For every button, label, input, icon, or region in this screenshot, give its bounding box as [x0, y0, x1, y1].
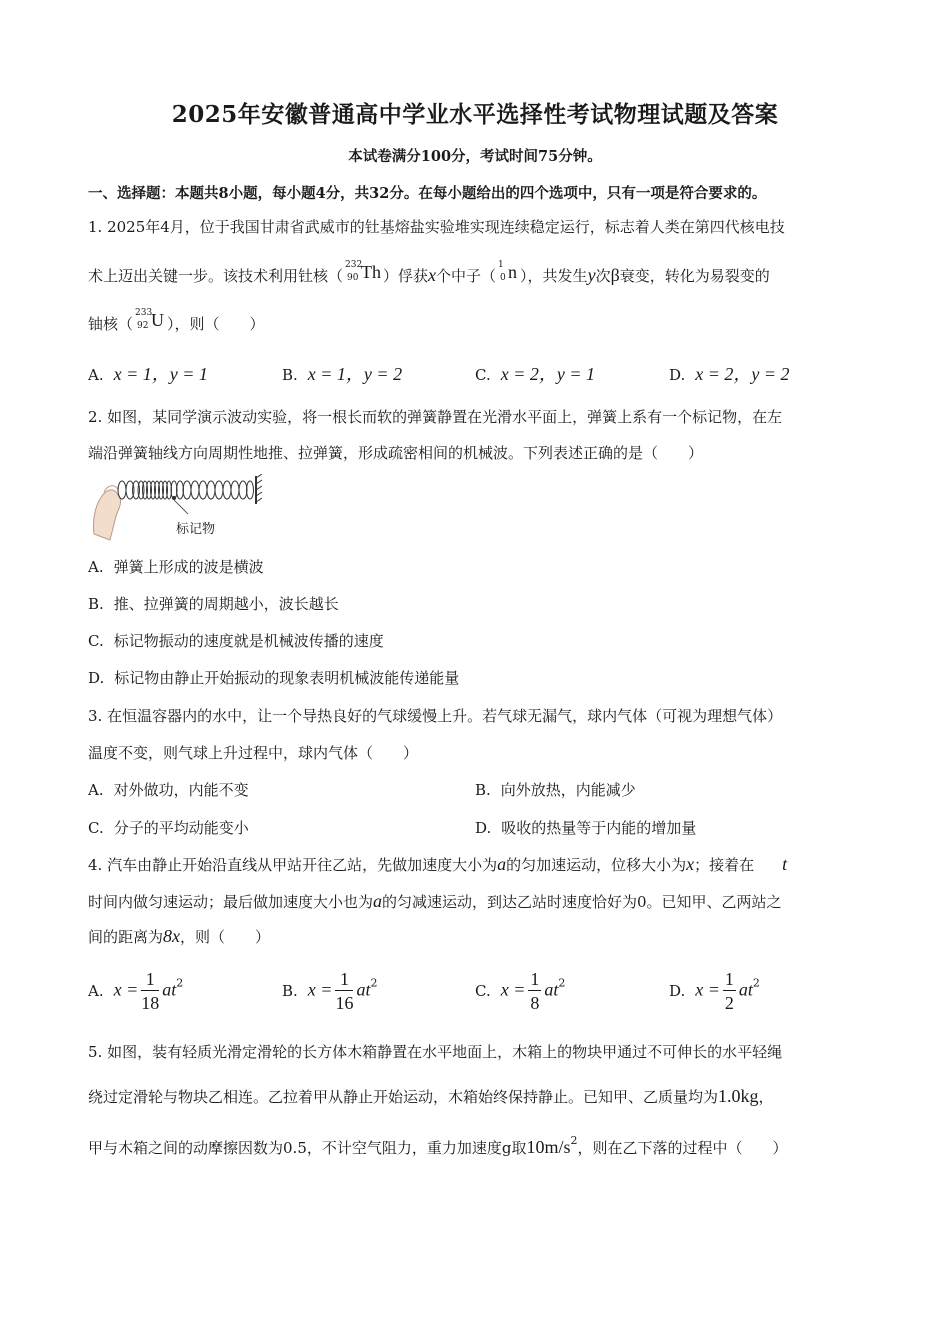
- q1-text: 铀核（: [88, 315, 134, 333]
- q4-line3: 间的距离为8x，则（ ）: [88, 926, 271, 946]
- q1-text: 衰变，转化为易裂变的: [619, 267, 770, 285]
- q3-line1: 3. 在恒温容器内的水中，让一个导热良好的气球缓慢上升。若气球无漏气，球内气体（可视为理想气体）: [88, 707, 783, 725]
- q1-text: 次: [595, 267, 611, 285]
- q2-line1: 2. 如图，某同学演示波动实验，将一根长而软的弹簧静置在光滑水平面上，弹簧上系有一个标记物，在左: [88, 408, 783, 426]
- spring-coils: [118, 481, 254, 499]
- q4-line1: 4. 汽车由静止开始沿直线从甲站开往乙站，先做加速度大小为a的匀加速运动，位移大小为x；接着在 t: [88, 854, 788, 874]
- q1-line2: [88, 262, 770, 292]
- uranium-nuclide: 233 92 U: [135, 308, 165, 331]
- var-y: y: [587, 265, 596, 285]
- q1-text: 术上迈出关键一步。该技术利用钍核（: [88, 267, 344, 285]
- q4-option-d[interactable]: D. x = $\frac{1}{2}$ $at^2$: [669, 969, 760, 1013]
- q4-line2: 时间内做匀速运动；最后做加速度大小也为a的匀减速运动，到达乙站时速度恰好为0。已知甲、乙两站之: [88, 891, 782, 911]
- beta-symbol: β: [610, 265, 620, 285]
- q2-line2: 端沿弹簧轴线方向周期性地推、拉弹簧，形成疏密相间的机械波。下列表述正确的是（ ）: [88, 444, 704, 462]
- q1-option-a[interactable]: A. x = 1，y = 1: [88, 364, 208, 384]
- q3-line2: 温度不变，则气球上升过程中，球内气体（ ）: [88, 744, 419, 762]
- q1-line1: 1. 2025年4月，位于我国甘肃省武威市的钍基熔盐实验堆实现连续稳定运行，标志着人类在第四代核电技: [88, 218, 785, 236]
- q5-line2: 绕过定滑轮与物块乙相连。乙拉着甲从静止开始运动，木箱始终保持静止。已知甲、乙质量均为1.0kg，: [88, 1086, 774, 1106]
- q4-option-b[interactable]: B. x = $\frac{1}{16}$ $at^2$: [282, 969, 378, 1013]
- q1-option-d[interactable]: D. x = 2，y = 2: [669, 364, 790, 384]
- q4-option-a[interactable]: A. x = $\frac{1}{18}$ $at^2$: [88, 969, 184, 1013]
- neutron-nuclide: 1 0 n: [498, 260, 518, 283]
- q5-line3: 甲与木箱之间的动摩擦因数为0.5，不计空气阻力，重力加速度g取$10m/s^2$，则在乙下落的过程中（ ）: [88, 1134, 788, 1157]
- q1-text: ），共发生: [520, 267, 588, 285]
- q2-option-c[interactable]: C. 标记物振动的速度就是机械波传播的速度: [88, 632, 384, 650]
- thorium-nuclide: 232 90 Th: [345, 260, 382, 283]
- q1-option-b[interactable]: B. x = 1，y = 2: [282, 364, 403, 384]
- q2-option-b[interactable]: B. 推、拉弹簧的周期越小，波长越长: [88, 595, 339, 613]
- exam-info: 本试卷满分100分，考试时间75分钟。: [348, 148, 602, 165]
- q5-line1: 5. 如图，装有轻质光滑定滑轮的长方体木箱静置在水平地面上，木箱上的物块甲通过不可伸长的水平轻绳: [88, 1043, 783, 1061]
- marker-label: 标记物: [176, 522, 216, 537]
- q1-line3: [88, 310, 265, 340]
- q2-option-d[interactable]: D. 标记物由静止开始振动的现象表明机械波能传递能量: [88, 669, 460, 687]
- section-heading: 一、选择题：本题共8小题，每小题4分，共32分。在每小题给出的四个选项中，只有一项是符合要求的。: [88, 185, 767, 202]
- q3-option-c[interactable]: C. 分子的平均动能变小: [88, 819, 249, 837]
- page-title: 2025年安徽普通高中学业水平选择性考试物理试题及答案: [171, 101, 779, 128]
- q1-text: ），则（ ）: [167, 315, 265, 333]
- marker-dot: [172, 496, 176, 500]
- q1-text: 个中子（: [436, 267, 497, 285]
- q1-option-c[interactable]: C. x = 2，y = 1: [475, 364, 595, 384]
- q1-text: ）俘获: [383, 267, 429, 285]
- var-x: x: [428, 265, 437, 285]
- q3-option-a[interactable]: A. 对外做功，内能不变: [88, 781, 249, 799]
- q3-option-d[interactable]: D. 吸收的热量等于内能的增加量: [475, 819, 697, 837]
- hand-icon: [93, 490, 120, 540]
- q2-option-a[interactable]: A. 弹簧上形成的波是横波: [88, 558, 264, 576]
- q3-option-b[interactable]: B. 向外放热，内能减少: [475, 781, 636, 799]
- q4-option-c[interactable]: C. x = $\frac{1}{8}$ $at^2$: [475, 969, 566, 1013]
